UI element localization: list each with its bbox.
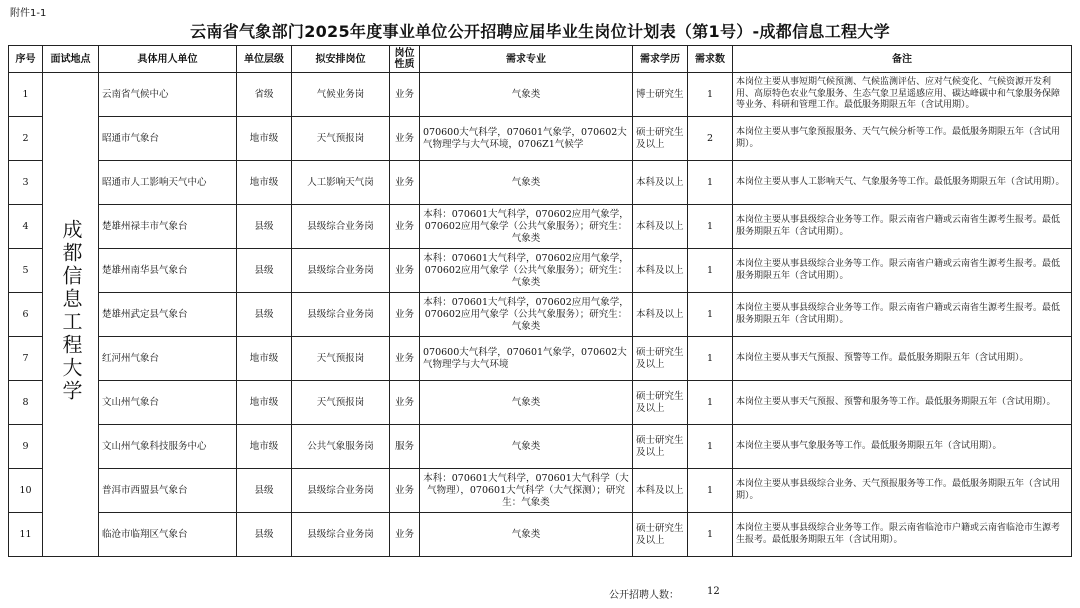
row-count: 1: [688, 381, 733, 425]
row-unit: 普洱市西盟县气象台: [99, 469, 237, 513]
header-location: 面试地点: [43, 46, 99, 73]
row-major: 气象类: [420, 73, 633, 117]
row-nature: 业务: [390, 205, 420, 249]
table-row: [9, 73, 1072, 117]
row-note: 本岗位主要从事县级综合业务、天气预报服务等工作。最低服务期限五年（含试用期）。: [733, 469, 1072, 513]
total-label: 公开招聘人数：: [609, 590, 679, 601]
row-count: 1: [688, 161, 733, 205]
row-no: 3: [9, 161, 43, 205]
row-note: 本岗位主要从事气象服务等工作。最低服务期限五年（含试用期）。: [733, 425, 1072, 469]
header-degree: 需求学历: [633, 46, 688, 73]
row-unit: 昭通市人工影响天气中心: [99, 161, 237, 205]
row-degree: 本科及以上: [633, 161, 688, 205]
row-unit: 云南省气候中心: [99, 73, 237, 117]
row-level: 地市级: [237, 161, 292, 205]
row-post: 气候业务岗: [292, 73, 390, 117]
header-unit: 具体用人单位: [99, 46, 237, 73]
row-level: 地市级: [237, 117, 292, 161]
row-degree: 博士研究生: [633, 73, 688, 117]
row-no: 9: [9, 425, 43, 469]
row-no: 6: [9, 293, 43, 337]
row-note: 本岗位主要从事县级综合业务等工作。限云南省临沧市户籍或云南省临沧市生源考生报考。最低服务期限五年（含试用期）。: [733, 513, 1072, 557]
row-count: 2: [688, 117, 733, 161]
row-major: 070600大气科学，070601气象学，070602大气物理学与大气环境: [420, 337, 633, 381]
row-post: 天气预报岗: [292, 117, 390, 161]
row-no: 11: [9, 513, 43, 557]
table-row: [9, 205, 1072, 249]
row-degree: 本科及以上: [633, 293, 688, 337]
row-major: 本科：070601大气科学，070602应用气象学，070602应用气象学（公共气象服务）；研究生：气象类: [420, 293, 633, 337]
row-major: 070600大气科学，070601气象学，070602大气物理学与大气环境，0706Z1气候学: [420, 117, 633, 161]
row-no: 1: [9, 73, 43, 117]
row-post: 县级综合业务岗: [292, 249, 390, 293]
row-level: 地市级: [237, 337, 292, 381]
row-major: 气象类: [420, 513, 633, 557]
table-row: [9, 381, 1072, 425]
interview-location: 成都信息工程大学: [59, 218, 83, 403]
row-nature: 业务: [390, 469, 420, 513]
row-major: 气象类: [420, 425, 633, 469]
recruitment-plan-table: [8, 45, 1072, 557]
table-row: [9, 249, 1072, 293]
row-note: 本岗位主要从事短期气候预测、气候监测评估、应对气候变化、气候资源开发利用、高原特色农业气象服务、生态气象卫星遥感应用、碳达峰碳中和气象服务保障等业务、科研和管理工作。最低服务期限五年（含试用期）。: [733, 73, 1072, 117]
table-row: [9, 425, 1072, 469]
row-level: 地市级: [237, 381, 292, 425]
header-nature: 岗位性质: [390, 46, 420, 73]
row-major: 本科：070601大气科学，070602应用气象学，070602应用气象学（公共气象服务）；研究生：气象类: [420, 205, 633, 249]
table-row: [9, 293, 1072, 337]
header-level: 单位层级: [237, 46, 292, 73]
table-row: [9, 337, 1072, 381]
row-post: 县级综合业务岗: [292, 205, 390, 249]
row-count: 1: [688, 513, 733, 557]
row-nature: 业务: [390, 381, 420, 425]
row-post: 县级综合业务岗: [292, 293, 390, 337]
row-post: 县级综合业务岗: [292, 469, 390, 513]
row-count: 1: [688, 425, 733, 469]
row-nature: 业务: [390, 513, 420, 557]
row-unit: 昭通市气象台: [99, 117, 237, 161]
row-degree: 本科及以上: [633, 205, 688, 249]
row-major: 气象类: [420, 381, 633, 425]
row-nature: 服务: [390, 425, 420, 469]
row-degree: 硕士研究生及以上: [633, 381, 688, 425]
row-note: 本岗位主要从事人工影响天气、气象服务等工作。最低服务期限五年（含试用期）。: [733, 161, 1072, 205]
row-unit: 楚雄州武定县气象台: [99, 293, 237, 337]
row-unit: 文山州气象科技服务中心: [99, 425, 237, 469]
row-post: 人工影响天气岗: [292, 161, 390, 205]
row-no: 4: [9, 205, 43, 249]
row-no: 7: [9, 337, 43, 381]
header-note: 备注: [733, 46, 1072, 73]
row-note: 本岗位主要从事天气预报、预警和服务等工作。最低服务期限五年（含试用期）。: [733, 381, 1072, 425]
row-level: 县级: [237, 205, 292, 249]
table-row: [9, 513, 1072, 557]
row-count: 1: [688, 293, 733, 337]
page-title: 云南省气象部门2025年度事业单位公开招聘应届毕业生岗位计划表（第1号）-成都信息工程大学: [190, 22, 890, 41]
row-level: 县级: [237, 293, 292, 337]
header-row: [9, 46, 1072, 73]
row-note: 本岗位主要从事县级综合业务等工作。限云南省户籍或云南省生源考生报考。最低服务期限五年（含试用期）。: [733, 205, 1072, 249]
row-count: 1: [688, 337, 733, 381]
row-no: 8: [9, 381, 43, 425]
row-nature: 业务: [390, 117, 420, 161]
row-nature: 业务: [390, 293, 420, 337]
row-major: 气象类: [420, 161, 633, 205]
table-row: [9, 469, 1072, 513]
row-major: 本科：070601大气科学，070602应用气象学，070602应用气象学（公共气象服务）；研究生：气象类: [420, 249, 633, 293]
table-row: [9, 161, 1072, 205]
row-level: 县级: [237, 469, 292, 513]
row-degree: 硕士研究生及以上: [633, 513, 688, 557]
row-note: 本岗位主要从事县级综合业务等工作。限云南省户籍或云南省生源考生报考。最低服务期限五年（含试用期）。: [733, 293, 1072, 337]
row-count: 1: [688, 73, 733, 117]
row-degree: 硕士研究生及以上: [633, 425, 688, 469]
row-count: 1: [688, 205, 733, 249]
table-row: [9, 117, 1072, 161]
row-nature: 业务: [390, 161, 420, 205]
header-no: 序号: [9, 46, 43, 73]
row-count: 1: [688, 249, 733, 293]
row-nature: 业务: [390, 73, 420, 117]
header-count: 需求数: [688, 46, 733, 73]
row-nature: 业务: [390, 249, 420, 293]
row-nature: 业务: [390, 337, 420, 381]
header-post: 拟安排岗位: [292, 46, 390, 73]
row-degree: 硕士研究生及以上: [633, 337, 688, 381]
row-degree: 本科及以上: [633, 469, 688, 513]
attachment-label: 附件1-1: [10, 8, 47, 19]
row-level: 省级: [237, 73, 292, 117]
row-no: 10: [9, 469, 43, 513]
row-note: 本岗位主要从事天气预报、预警等工作。最低服务期限五年（含试用期）。: [733, 337, 1072, 381]
row-post: 天气预报岗: [292, 337, 390, 381]
row-count: 1: [688, 469, 733, 513]
row-major: 本科：070601大气科学，070601大气科学（大气物理），070601大气科学（大气探测）；研究生：气象类: [420, 469, 633, 513]
row-degree: 硕士研究生及以上: [633, 117, 688, 161]
row-level: 县级: [237, 249, 292, 293]
row-post: 天气预报岗: [292, 381, 390, 425]
interview-location-cell: [43, 73, 99, 557]
row-note: 本岗位主要从事气象预报服务、天气气候分析等工作。最低服务期限五年（含试用期）。: [733, 117, 1072, 161]
row-post: 公共气象服务岗: [292, 425, 390, 469]
row-unit: 文山州气象台: [99, 381, 237, 425]
row-degree: 本科及以上: [633, 249, 688, 293]
row-post: 县级综合业务岗: [292, 513, 390, 557]
row-level: 县级: [237, 513, 292, 557]
row-no: 2: [9, 117, 43, 161]
total-value: 12: [707, 586, 720, 597]
header-major: 需求专业: [420, 46, 633, 73]
row-level: 地市级: [237, 425, 292, 469]
row-unit: 楚雄州禄丰市气象台: [99, 205, 237, 249]
row-unit: 红河州气象台: [99, 337, 237, 381]
row-note: 本岗位主要从事县级综合业务等工作。限云南省户籍或云南省生源考生报考。最低服务期限五年（含试用期）。: [733, 249, 1072, 293]
row-no: 5: [9, 249, 43, 293]
row-unit: 楚雄州南华县气象台: [99, 249, 237, 293]
row-unit: 临沧市临翔区气象台: [99, 513, 237, 557]
